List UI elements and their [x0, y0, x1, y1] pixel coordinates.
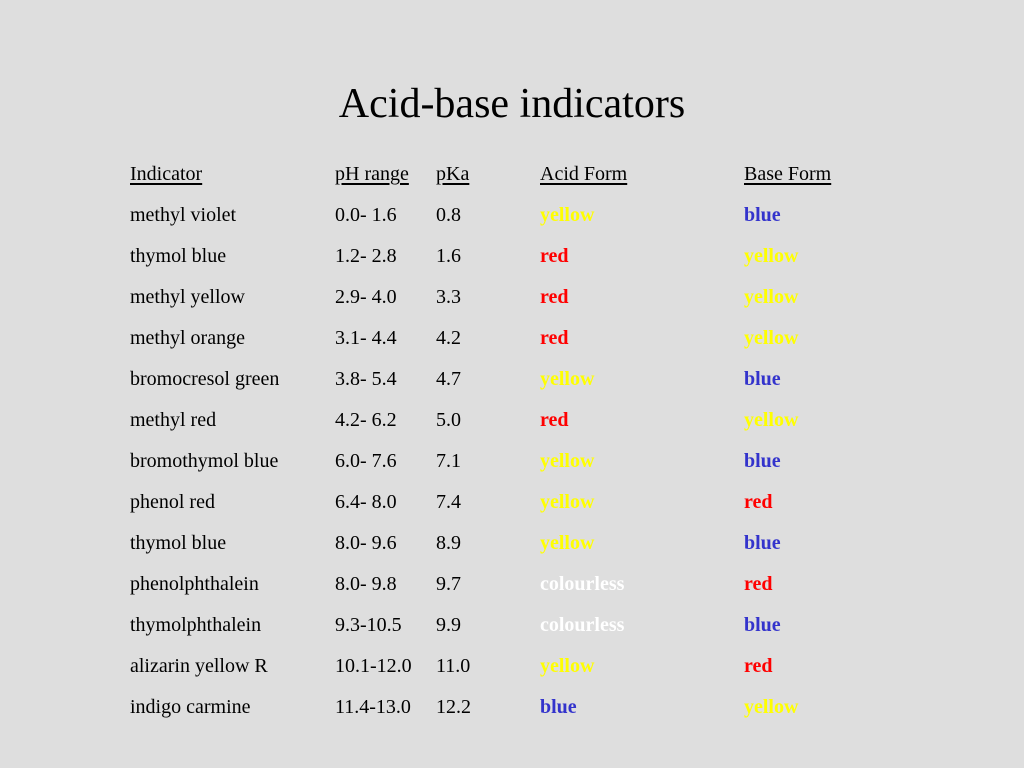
base-form-cell: yellow: [744, 245, 799, 267]
indicator-cell: indigo carmine: [130, 696, 251, 718]
table-row: [130, 611, 890, 652]
base-form-cell: red: [744, 655, 773, 677]
acid-form-cell: blue: [540, 696, 577, 718]
indicator-cell: alizarin yellow R: [130, 655, 268, 677]
table-row: [130, 365, 890, 406]
indicator-cell: bromothymol blue: [130, 450, 279, 472]
base-form-cell: blue: [744, 532, 781, 554]
table-row: [130, 324, 890, 365]
acid-form-cell: red: [540, 245, 569, 267]
pka-cell: 4.2: [436, 327, 461, 349]
base-form-cell: yellow: [744, 327, 799, 349]
ph-range-cell: 1.2- 2.8: [335, 245, 397, 267]
base-form-cell: red: [744, 573, 773, 595]
pka-cell: 0.8: [436, 204, 461, 226]
base-form-cell: red: [744, 491, 773, 513]
acid-form-cell: colourless: [540, 573, 625, 595]
base-form-cell: yellow: [744, 409, 799, 431]
indicator-cell: thymol blue: [130, 532, 227, 554]
table-row: [130, 283, 890, 324]
pka-cell: 4.7: [436, 368, 461, 390]
acid-form-cell: yellow: [540, 532, 595, 554]
ph-range-cell: 11.4-13.0: [335, 696, 411, 718]
ph-range-cell: 6.4- 8.0: [335, 491, 397, 513]
table-row: [130, 201, 890, 242]
pka-cell: 3.3: [436, 286, 461, 308]
acid-form-cell: yellow: [540, 204, 595, 226]
base-form-cell: blue: [744, 204, 781, 226]
ph-range-cell: 9.3-10.5: [335, 614, 402, 636]
pka-cell: 1.6: [436, 245, 461, 267]
pka-cell: 5.0: [436, 409, 461, 431]
table-row: [130, 693, 890, 734]
ph-range-cell: 0.0- 1.6: [335, 204, 397, 226]
table-row: [130, 242, 890, 283]
header-pka: pKa: [436, 163, 470, 185]
table-row: [130, 488, 890, 529]
acid-form-cell: yellow: [540, 368, 595, 390]
pka-cell: 9.7: [436, 573, 461, 595]
base-form-cell: yellow: [744, 286, 799, 308]
ph-range-cell: 8.0- 9.8: [335, 573, 397, 595]
indicator-cell: thymol blue: [130, 245, 227, 267]
base-form-cell: blue: [744, 450, 781, 472]
acid-form-cell: yellow: [540, 491, 595, 513]
header-acid-form: Acid Form: [540, 163, 628, 185]
indicator-cell: thymolphthalein: [130, 614, 262, 636]
ph-range-cell: 6.0- 7.6: [335, 450, 397, 472]
pka-cell: 9.9: [436, 614, 461, 636]
base-form-cell: yellow: [744, 696, 799, 718]
indicator-cell: bromocresol green: [130, 368, 280, 390]
acid-form-cell: colourless: [540, 614, 625, 636]
table-row: [130, 406, 890, 447]
pka-cell: 7.1: [436, 450, 461, 472]
base-form-cell: blue: [744, 614, 781, 636]
table-header-row: [130, 160, 890, 201]
table-row: [130, 652, 890, 693]
ph-range-cell: 2.9- 4.0: [335, 286, 397, 308]
acid-form-cell: red: [540, 327, 569, 349]
indicator-table: [130, 160, 890, 734]
header-base-form: Base Form: [744, 163, 832, 185]
table-body: [130, 201, 890, 734]
indicator-cell: phenolphthalein: [130, 573, 259, 595]
indicator-cell: methyl yellow: [130, 286, 245, 308]
acid-form-cell: red: [540, 286, 569, 308]
pka-cell: 7.4: [436, 491, 461, 513]
ph-range-cell: 8.0- 9.6: [335, 532, 397, 554]
table-row: [130, 447, 890, 488]
base-form-cell: blue: [744, 368, 781, 390]
ph-range-cell: 4.2- 6.2: [335, 409, 397, 431]
header-ph-range: pH range: [335, 163, 409, 185]
ph-range-cell: 3.8- 5.4: [335, 368, 397, 390]
indicator-cell: methyl violet: [130, 204, 237, 226]
table-row: [130, 529, 890, 570]
pka-cell: 11.0: [436, 655, 471, 677]
table-row: [130, 570, 890, 611]
indicator-cell: methyl orange: [130, 327, 245, 349]
acid-form-cell: yellow: [540, 655, 595, 677]
ph-range-cell: 10.1-12.0: [335, 655, 412, 677]
header-indicator: Indicator: [130, 163, 203, 185]
pka-cell: 12.2: [436, 696, 471, 718]
acid-form-cell: yellow: [540, 450, 595, 472]
indicator-cell: phenol red: [130, 491, 215, 513]
indicator-cell: methyl red: [130, 409, 217, 431]
pka-cell: 8.9: [436, 532, 461, 554]
page-title: Acid-base indicators: [338, 81, 686, 127]
acid-form-cell: red: [540, 409, 569, 431]
ph-range-cell: 3.1- 4.4: [335, 327, 397, 349]
